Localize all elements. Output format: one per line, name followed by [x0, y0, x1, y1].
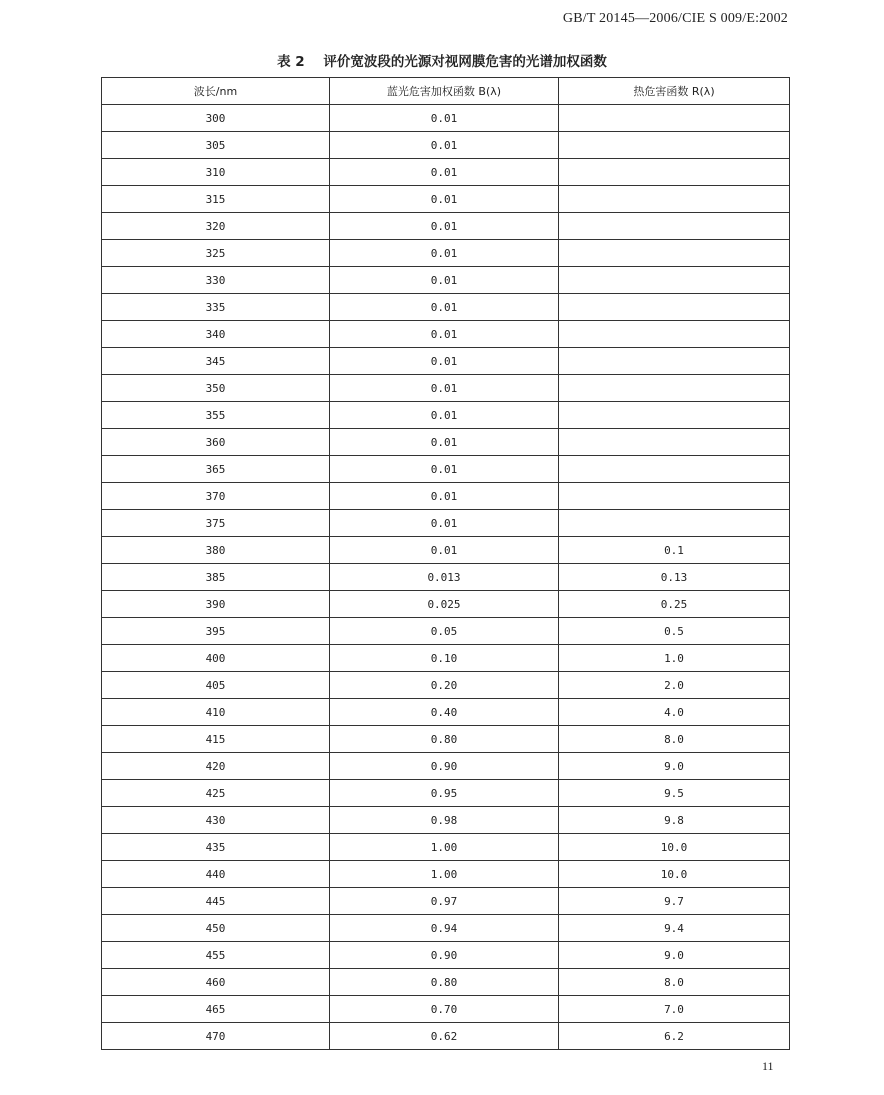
- thermal-hazard-cell: 0.5: [559, 618, 790, 645]
- page-number: 11: [762, 1059, 774, 1073]
- table-row: [102, 294, 790, 321]
- thermal-hazard-cell: 6.2: [559, 1023, 790, 1050]
- thermal-hazard-cell: 2.0: [559, 672, 790, 699]
- blue-light-hazard-cell: 0.01: [330, 105, 559, 132]
- table-row: [102, 537, 790, 564]
- blue-light-hazard-cell: 0.10: [330, 645, 559, 672]
- wavelength-cell: 340: [102, 321, 330, 348]
- blue-light-hazard-cell: 0.40: [330, 699, 559, 726]
- blue-light-hazard-cell: 0.01: [330, 267, 559, 294]
- column-header-blue-light-hazard: 蓝光危害加权函数 B(λ): [330, 78, 559, 105]
- wavelength-cell: 315: [102, 186, 330, 213]
- table-row: [102, 753, 790, 780]
- blue-light-hazard-cell: 0.80: [330, 726, 559, 753]
- thermal-hazard-cell: 8.0: [559, 726, 790, 753]
- table-row: [102, 672, 790, 699]
- wavelength-cell: 455: [102, 942, 330, 969]
- table-title: 评价宽波段的光源对视网膜危害的光谱加权函数: [323, 54, 607, 70]
- table-row: [102, 888, 790, 915]
- thermal-hazard-cell: [559, 240, 790, 267]
- blue-light-hazard-cell: 0.20: [330, 672, 559, 699]
- table-row: [102, 402, 790, 429]
- table-row: [102, 159, 790, 186]
- blue-light-hazard-cell: 0.013: [330, 564, 559, 591]
- blue-light-hazard-cell: 0.01: [330, 537, 559, 564]
- table-row: [102, 456, 790, 483]
- table-row: [102, 132, 790, 159]
- wavelength-cell: 415: [102, 726, 330, 753]
- blue-light-hazard-cell: 0.01: [330, 483, 559, 510]
- wavelength-cell: 390: [102, 591, 330, 618]
- table-row: [102, 186, 790, 213]
- thermal-hazard-cell: 9.8: [559, 807, 790, 834]
- thermal-hazard-cell: [559, 321, 790, 348]
- blue-light-hazard-cell: 0.95: [330, 780, 559, 807]
- blue-light-hazard-cell: 0.01: [330, 510, 559, 537]
- thermal-hazard-cell: [559, 402, 790, 429]
- blue-light-hazard-cell: 0.97: [330, 888, 559, 915]
- blue-light-hazard-cell: 0.01: [330, 348, 559, 375]
- blue-light-hazard-cell: 0.025: [330, 591, 559, 618]
- thermal-hazard-cell: [559, 294, 790, 321]
- blue-light-hazard-cell: 0.01: [330, 402, 559, 429]
- blue-light-hazard-cell: 0.01: [330, 429, 559, 456]
- table-row: [102, 375, 790, 402]
- thermal-hazard-cell: 9.4: [559, 915, 790, 942]
- table-row: [102, 942, 790, 969]
- blue-light-hazard-cell: 0.90: [330, 942, 559, 969]
- wavelength-cell: 395: [102, 618, 330, 645]
- table-row: [102, 726, 790, 753]
- column-header-wavelength: 波长/nm: [102, 78, 330, 105]
- blue-light-hazard-cell: 0.01: [330, 375, 559, 402]
- column-header-thermal-hazard: 热危害函数 R(λ): [559, 78, 790, 105]
- thermal-hazard-cell: 9.0: [559, 942, 790, 969]
- wavelength-cell: 410: [102, 699, 330, 726]
- blue-light-hazard-cell: 0.05: [330, 618, 559, 645]
- table-row: [102, 240, 790, 267]
- table-caption: [0, 50, 884, 70]
- wavelength-cell: 405: [102, 672, 330, 699]
- blue-light-hazard-cell: 0.01: [330, 159, 559, 186]
- table-row: [102, 807, 790, 834]
- table-row: [102, 213, 790, 240]
- blue-light-hazard-cell: 0.01: [330, 240, 559, 267]
- blue-light-hazard-cell: 1.00: [330, 834, 559, 861]
- wavelength-cell: 330: [102, 267, 330, 294]
- thermal-hazard-cell: [559, 186, 790, 213]
- thermal-hazard-cell: 1.0: [559, 645, 790, 672]
- thermal-hazard-cell: [559, 132, 790, 159]
- wavelength-cell: 460: [102, 969, 330, 996]
- table-row: [102, 861, 790, 888]
- table-row: [102, 510, 790, 537]
- table-row: [102, 915, 790, 942]
- wavelength-cell: 345: [102, 348, 330, 375]
- table-row: [102, 105, 790, 132]
- table-row: [102, 699, 790, 726]
- wavelength-cell: 355: [102, 402, 330, 429]
- thermal-hazard-cell: 0.25: [559, 591, 790, 618]
- spectral-weighting-table: [101, 77, 790, 1050]
- wavelength-cell: 385: [102, 564, 330, 591]
- table-body: [102, 105, 790, 1050]
- thermal-hazard-cell: 0.1: [559, 537, 790, 564]
- thermal-hazard-cell: [559, 105, 790, 132]
- table-row: [102, 645, 790, 672]
- table-row: [102, 348, 790, 375]
- table-row: [102, 834, 790, 861]
- thermal-hazard-cell: [559, 267, 790, 294]
- blue-light-hazard-cell: 0.01: [330, 186, 559, 213]
- thermal-hazard-cell: [559, 483, 790, 510]
- blue-light-hazard-cell: 0.01: [330, 294, 559, 321]
- wavelength-cell: 380: [102, 537, 330, 564]
- blue-light-hazard-cell: 0.01: [330, 213, 559, 240]
- blue-light-hazard-cell: 0.94: [330, 915, 559, 942]
- thermal-hazard-cell: 10.0: [559, 834, 790, 861]
- thermal-hazard-cell: 10.0: [559, 861, 790, 888]
- table-row: [102, 996, 790, 1023]
- blue-light-hazard-cell: 0.70: [330, 996, 559, 1023]
- wavelength-cell: 300: [102, 105, 330, 132]
- thermal-hazard-cell: 9.5: [559, 780, 790, 807]
- wavelength-cell: 465: [102, 996, 330, 1023]
- wavelength-cell: 370: [102, 483, 330, 510]
- blue-light-hazard-cell: 0.80: [330, 969, 559, 996]
- standard-header: GB/T 20145—2006/CIE S 009/E:2002: [562, 11, 788, 26]
- thermal-hazard-cell: 4.0: [559, 699, 790, 726]
- wavelength-cell: 435: [102, 834, 330, 861]
- table-row: [102, 1023, 790, 1050]
- wavelength-cell: 440: [102, 861, 330, 888]
- wavelength-cell: 350: [102, 375, 330, 402]
- blue-light-hazard-cell: 0.62: [330, 1023, 559, 1050]
- thermal-hazard-cell: [559, 375, 790, 402]
- table-row: [102, 429, 790, 456]
- wavelength-cell: 320: [102, 213, 330, 240]
- thermal-hazard-cell: [559, 456, 790, 483]
- blue-light-hazard-cell: 0.01: [330, 456, 559, 483]
- thermal-hazard-cell: [559, 213, 790, 240]
- wavelength-cell: 470: [102, 1023, 330, 1050]
- wavelength-cell: 365: [102, 456, 330, 483]
- table-row: [102, 969, 790, 996]
- wavelength-cell: 305: [102, 132, 330, 159]
- blue-light-hazard-cell: 0.90: [330, 753, 559, 780]
- thermal-hazard-cell: 9.7: [559, 888, 790, 915]
- table-row: [102, 483, 790, 510]
- wavelength-cell: 450: [102, 915, 330, 942]
- thermal-hazard-cell: 0.13: [559, 564, 790, 591]
- thermal-hazard-cell: [559, 510, 790, 537]
- thermal-hazard-cell: 8.0: [559, 969, 790, 996]
- table-row: [102, 591, 790, 618]
- wavelength-cell: 425: [102, 780, 330, 807]
- thermal-hazard-cell: [559, 159, 790, 186]
- wavelength-cell: 430: [102, 807, 330, 834]
- thermal-hazard-cell: [559, 348, 790, 375]
- wavelength-cell: 360: [102, 429, 330, 456]
- thermal-hazard-cell: 7.0: [559, 996, 790, 1023]
- thermal-hazard-cell: [559, 429, 790, 456]
- table-row: [102, 780, 790, 807]
- table-row: [102, 618, 790, 645]
- wavelength-cell: 335: [102, 294, 330, 321]
- wavelength-cell: 375: [102, 510, 330, 537]
- wavelength-cell: 325: [102, 240, 330, 267]
- table-row: [102, 267, 790, 294]
- table-number: 表 2: [277, 54, 305, 70]
- blue-light-hazard-cell: 1.00: [330, 861, 559, 888]
- wavelength-cell: 445: [102, 888, 330, 915]
- table-header-row: [102, 78, 790, 105]
- thermal-hazard-cell: 9.0: [559, 753, 790, 780]
- table-row: [102, 564, 790, 591]
- blue-light-hazard-cell: 0.01: [330, 321, 559, 348]
- wavelength-cell: 400: [102, 645, 330, 672]
- wavelength-cell: 310: [102, 159, 330, 186]
- table-row: [102, 321, 790, 348]
- wavelength-cell: 420: [102, 753, 330, 780]
- blue-light-hazard-cell: 0.01: [330, 132, 559, 159]
- blue-light-hazard-cell: 0.98: [330, 807, 559, 834]
